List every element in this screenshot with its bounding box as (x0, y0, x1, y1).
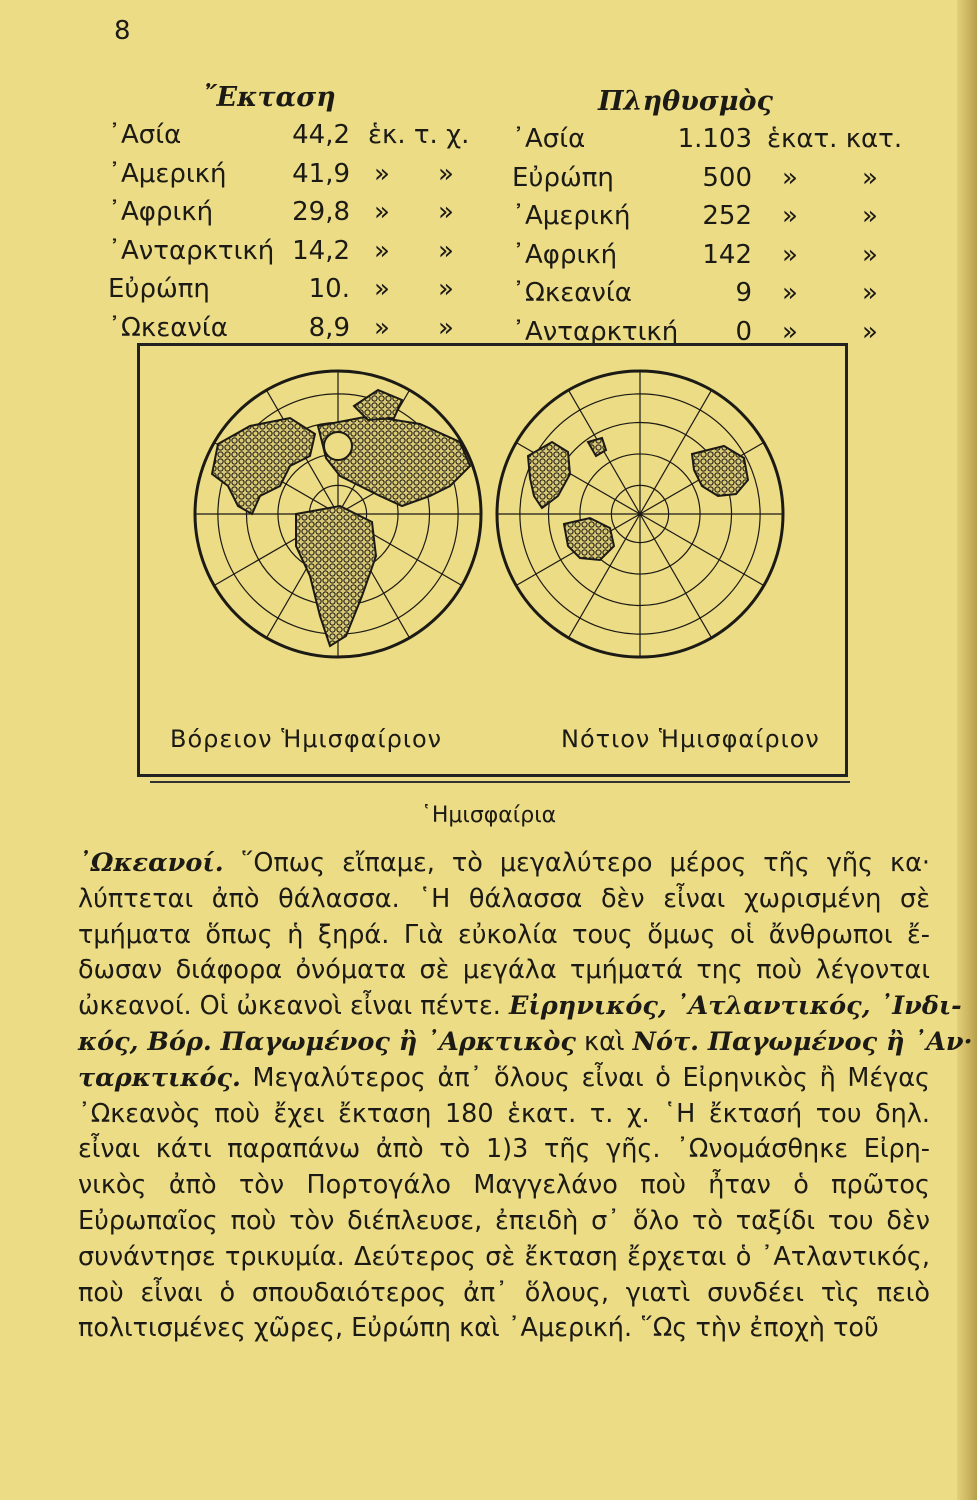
paragraph-line (78, 1276, 930, 1312)
area-row (108, 313, 468, 347)
population-ditto-mark: » (782, 239, 798, 270)
paragraph-line (78, 989, 962, 1025)
figure-caption: ῾Ημισφαίρια (420, 803, 557, 828)
paragraph-line (78, 1061, 930, 1097)
frame-rule (150, 781, 850, 783)
text-run: νικὸς ἀπὸ τὸν Πορτογάλο Μαγγελάνο ποὺ ἦταν ὁ πρῶτος (78, 1170, 930, 1201)
population-name: ᾿Ασία (512, 124, 586, 154)
text-run: Μεγαλύτερος ἀπ᾿ ὅλους εἶναι ὁ Εἰρηνικὸς ἢ Μέγας (240, 1062, 930, 1093)
text-run: καὶ (575, 1026, 633, 1057)
africa-shape (296, 506, 376, 646)
area-ditto-mark: » (374, 197, 390, 227)
emphasis-text: κός, Βόρ. Παγωμένος ἢ ᾿Αρκτικὸς (78, 1026, 576, 1057)
emphasis-text: Νότ. Παγωμένος ἢ ᾿Αν· (632, 1026, 973, 1057)
area-ditto-mark: » (438, 197, 454, 227)
population-ditto-mark: » (782, 162, 798, 193)
area-value: 14,2 (292, 235, 350, 266)
paragraph-line (78, 1240, 930, 1276)
paragraph-line (78, 918, 930, 954)
north-hemisphere-label: Βόρειον Ἡμισφαίριον (170, 725, 443, 753)
area-ditto-mark: » (438, 274, 454, 304)
eurasia-shape (318, 416, 470, 506)
area-row (108, 120, 468, 154)
paragraph-line (78, 1204, 930, 1240)
population-ditto-mark: » (862, 278, 878, 308)
meridian-line (504, 435, 640, 514)
area-ditto-mark: » (374, 274, 390, 304)
population-value: 9 (735, 278, 752, 308)
text-run: εἶναι κάτι παραπάνω ἀπὸ τὸ 1)3 τῆς γῆς. ᾿Ωνομάσθηκε Εἰρη- (78, 1134, 930, 1165)
area-value: 8,9 (308, 312, 350, 343)
north-america-shape (212, 418, 315, 514)
area-name: ᾿Αμερική (108, 158, 227, 189)
paragraph-line (78, 1025, 973, 1061)
australia-shape (692, 446, 748, 496)
area-ditto-mark: » (374, 312, 390, 343)
population-ditto-mark: » (862, 162, 878, 193)
north-graticule (181, 357, 496, 672)
paragraph-line (78, 1097, 930, 1133)
area-value: 29,8 (292, 197, 350, 227)
population-name: ᾿Ανταρκτική (512, 316, 679, 347)
population-row (512, 278, 902, 312)
population-value: 500 (702, 162, 752, 193)
oceans-paragraph (78, 846, 973, 1347)
meridian-line (640, 378, 719, 514)
population-name: ᾿Αφρική (512, 239, 618, 270)
area-value: 44,2 (292, 120, 350, 150)
area-unit: ἑκ. τ. χ. (368, 120, 470, 150)
population-ditto-mark: » (782, 316, 798, 347)
meridian-line (640, 514, 719, 650)
emphasis-text: ταρκτικός. (78, 1062, 241, 1093)
area-ditto-mark: » (374, 158, 390, 189)
hemispheres-map (140, 346, 845, 774)
emphasis-text: ᾿Ωκεανοί. (78, 848, 224, 878)
emphasis-text: Εἰρηνικός, ᾿Ατλαντικός, ᾿Ινδι- (508, 991, 962, 1022)
population-row (512, 163, 902, 197)
area-name: Εὐρώπη (108, 274, 210, 304)
area-row (108, 274, 468, 308)
population-ditto-mark: » (862, 201, 878, 231)
area-row (108, 197, 468, 231)
page-number: 8 (114, 16, 131, 46)
south-america-shape (528, 442, 570, 508)
text-run: ποὺ εἶναι ὁ σπουδαιότερος ἀπ᾿ ὅλους, γιατὶ συνδέει τὶς πειὸ (78, 1277, 930, 1308)
south-hemisphere-label: Νότιον Ἡμισφαίριον (561, 725, 820, 753)
area-ditto-mark: » (438, 312, 454, 343)
population-ditto-mark: » (862, 239, 878, 270)
text-run: ᾿Ωκεανὸς ποὺ ἔχει ἔκταση 180 ἑκατ. τ. χ. ῾Η ἔκτασή του δηλ. (78, 1098, 930, 1129)
area-value: 41,9 (292, 158, 350, 189)
population-value: 1.103 (677, 124, 752, 154)
population-unit: ἑκατ. κατ. (767, 124, 903, 154)
greenland-shape (354, 390, 402, 420)
north-pole-marker (324, 432, 352, 460)
population-ditto-mark: » (862, 316, 878, 347)
population-name: Εὐρώπη (512, 162, 614, 193)
area-ditto-mark: » (374, 235, 390, 266)
map-frame (137, 343, 848, 777)
area-ditto-mark: » (438, 235, 454, 266)
population-value: 252 (702, 201, 752, 231)
text-run: δωσαν διάφορα ὀνόματα σὲ μεγάλα τμήματά της ποὺ λέγονται (78, 955, 930, 986)
population-ditto-mark: » (782, 201, 798, 231)
meridian-line (640, 514, 776, 593)
area-name: ᾿Ασία (108, 120, 182, 150)
text-run: τμήματα ὅπως ἡ ξηρά. Γιὰ εὐκολία τους ὅμως οἱ ἄνθρωποι ἔ- (78, 919, 930, 950)
paragraph-line (78, 846, 930, 882)
paragraph-line (78, 1311, 930, 1347)
population-name: ᾿Ωκεανία (512, 278, 632, 308)
text-run: ὠκεανοί. Οἱ ὠκεανοὶ εἶναι πέντε. (78, 991, 509, 1022)
paragraph-line (78, 1168, 930, 1204)
area-name: ᾿Ανταρκτική (108, 235, 275, 266)
text-run: λύπτεται ἀπὸ θάλασσα. ῾Η θάλασσα δὲν εἶναι χωρισμένη σὲ (78, 883, 930, 914)
area-row (108, 236, 468, 270)
paragraph-line (78, 953, 930, 989)
text-run: πολιτισμένες χῶρες, Εὐρώπη καὶ ᾿Αμερική. ῞Ως τὴν ἐποχὴ τοῦ (78, 1313, 879, 1344)
population-row (512, 124, 902, 158)
page-edge (957, 0, 977, 1500)
population-value: 0 (735, 316, 752, 347)
text-run: ῞Οπως εἴπαμε, τὸ μεγαλύτερο μέρος τῆς γῆς κα· (223, 848, 930, 878)
population-row (512, 240, 902, 274)
population-row (512, 201, 902, 235)
area-name: ᾿Ωκεανία (108, 312, 228, 343)
area-name: ᾿Αφρική (108, 197, 214, 227)
population-table-title: Πληθυσμὸς (598, 86, 773, 117)
area-value: 10. (308, 274, 350, 304)
population-ditto-mark: » (782, 278, 798, 308)
population-name: ᾿Αμερική (512, 201, 631, 231)
paragraph-line (78, 882, 930, 918)
south-graticule (483, 357, 798, 672)
area-row (108, 159, 468, 193)
population-value: 142 (702, 239, 752, 270)
paragraph-line (78, 1132, 930, 1168)
text-run: συνάντησε τρικυμία. Δεύτερος σὲ ἔκταση ἔρχεται ὁ ᾿Ατλαντικός, (78, 1241, 930, 1272)
island-shape (588, 438, 606, 456)
text-run: Εὐρωπαῖος ποὺ τὸν διέπλευσε, ἐπειδὴ σ᾿ ὅλο τὸ ταξίδι του δὲν (78, 1205, 930, 1236)
area-table-title: ῎Εκταση (203, 82, 336, 113)
area-ditto-mark: » (438, 158, 454, 189)
